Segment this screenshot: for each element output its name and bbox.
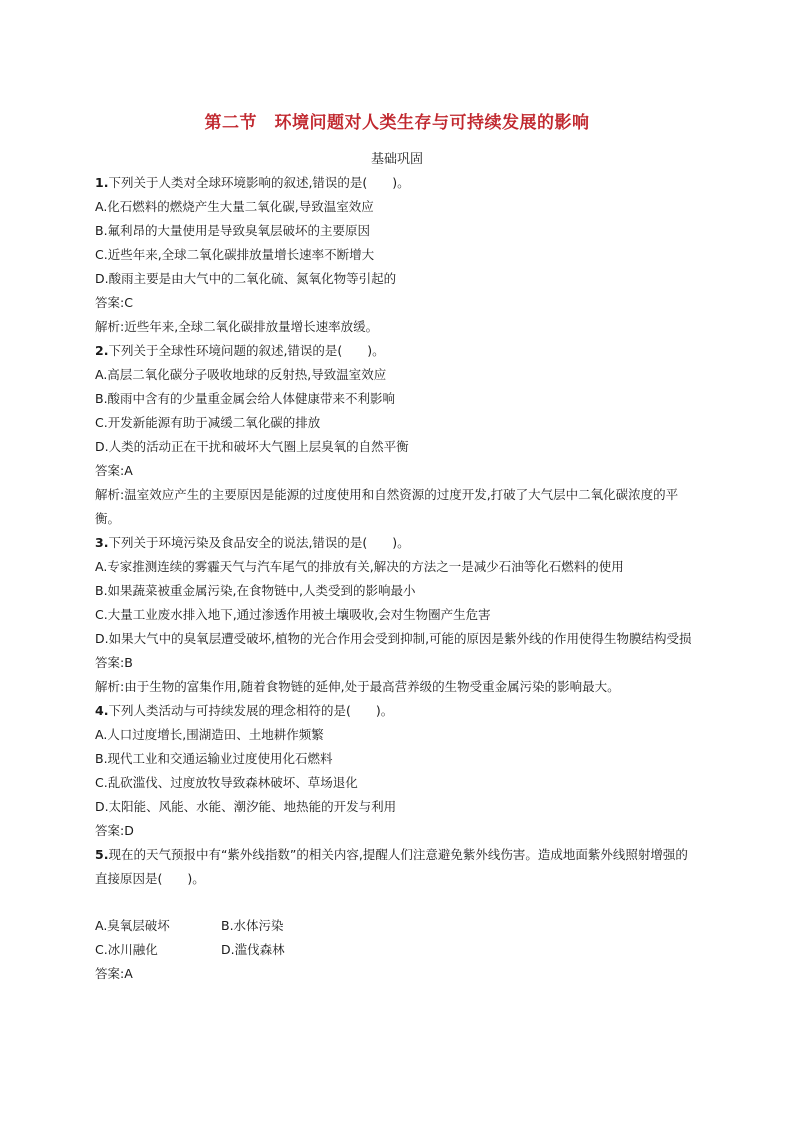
option-b: B.水体污染	[221, 918, 284, 933]
option-c: C.近些年来,全球二氧化碳排放量增长速率不断增大	[95, 247, 375, 262]
question-stem	[95, 339, 695, 363]
option-b: B.酸雨中含有的少量重金属会给人体健康带来不利影响	[95, 391, 396, 406]
option-d: D.如果大气中的臭氧层遭受破坏,植物的光合作用会受到抑制,可能的原因是紫外线的作用使得生物膜结构受损	[95, 631, 692, 646]
question-number: 4.	[95, 703, 109, 718]
answer: 答案:A	[95, 463, 133, 478]
question-stem	[95, 699, 695, 723]
option-d: D.滥伐森林	[221, 942, 285, 957]
question-stem	[95, 843, 695, 891]
question-number: 5.	[95, 847, 109, 862]
analysis: 解析:近些年来,全球二氧化碳排放量增长速率放缓。	[95, 319, 379, 334]
option-a: A.臭氧层破坏	[95, 918, 170, 933]
option-d: D.人类的活动正在干扰和破坏大气圈上层臭氧的自然平衡	[95, 439, 409, 454]
question-text: 下列关于环境污染及食品安全的说法,错误的是( )。	[108, 535, 410, 550]
option-b: B.现代工业和交通运输业过度使用化石燃料	[95, 751, 333, 766]
question-stem	[95, 171, 695, 195]
analysis: 解析:温室效应产生的主要原因是能源的过度使用和自然资源的过度开发,打破了大气层中二氧化碳浓度的平衡。	[95, 487, 679, 526]
question-list	[95, 171, 695, 986]
analysis: 解析:由于生物的富集作用,随着食物链的延伸,处于最高营养级的生物受重金属污染的影响最大。	[95, 679, 620, 694]
option-c: C.大量工业废水排入地下,通过渗透作用被土壤吸收,会对生物圈产生危害	[95, 607, 491, 622]
question-number: 2.	[95, 343, 109, 358]
option-c: C.冰川融化	[95, 942, 158, 957]
question-number: 1.	[95, 175, 109, 190]
option-a: A.人口过度增长,围湖造田、土地耕作频繁	[95, 727, 324, 742]
spacer	[95, 891, 695, 914]
option-b: B.氟利昂的大量使用是导致臭氧层破坏的主要原因	[95, 223, 371, 238]
question-stem	[95, 531, 695, 555]
answer: 答案:B	[95, 655, 133, 670]
question-text: 现在的天气预报中有“紫外线指数”的相关内容,提醒人们注意避免紫外线伤害。造成地面紫外线照射增强的直接原因是( )。	[95, 847, 688, 886]
option-a: A.化石燃料的燃烧产生大量二氧化碳,导致温室效应	[95, 199, 374, 214]
answer: 答案:D	[95, 823, 134, 838]
option-b: B.如果蔬菜被重金属污染,在食物链中,人类受到的影响最小	[95, 583, 416, 598]
options-row	[95, 938, 695, 962]
option-d: D.太阳能、风能、水能、潮汐能、地热能的开发与利用	[95, 799, 397, 814]
question-text: 下列人类活动与可持续发展的理念相符的是( )。	[108, 703, 394, 718]
answer: 答案:A	[95, 966, 133, 981]
option-c: C.开发新能源有助于减缓二氧化碳的排放	[95, 415, 321, 430]
question-text: 下列关于全球性环境问题的叙述,错误的是( )。	[108, 343, 385, 358]
option-c: C.乱砍滥伐、过度放牧导致森林破坏、草场退化	[95, 775, 358, 790]
option-d: D.酸雨主要是由大气中的二氧化硫、氮氧化物等引起的	[95, 271, 397, 286]
section-heading: 基础巩固	[370, 152, 423, 167]
option-a: A.专家推测连续的雾霾天气与汽车尾气的排放有关,解决的方法之一是减少石油等化石燃料的使用	[95, 559, 624, 574]
question-text: 下列关于人类对全球环境影响的叙述,错误的是( )。	[108, 175, 410, 190]
question-number: 3.	[95, 535, 109, 550]
answer: 答案:C	[95, 295, 133, 310]
options-row	[95, 914, 695, 938]
option-a: A.高层二氧化碳分子吸收地球的反射热,导致温室效应	[95, 367, 387, 382]
page-title: 第二节 环境问题对人类生存与可持续发展的影响	[204, 113, 590, 133]
